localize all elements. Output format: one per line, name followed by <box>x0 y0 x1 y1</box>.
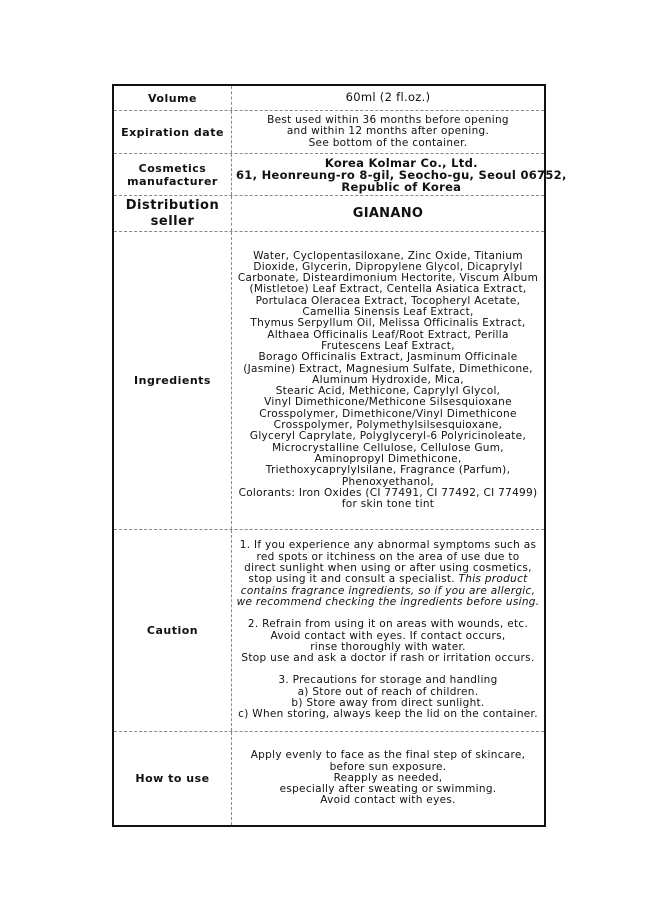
caution-label: Caution <box>114 530 232 731</box>
expiration-line: and within 12 months after opening. <box>286 125 490 138</box>
ingredient-line: Dioxide, Glycerin, Dipropylene Glycol, Dicaprylyl <box>253 260 523 273</box>
how-to-use-value <box>232 732 544 825</box>
caution-line-italic: contains fragrance ingredients, so if you are allergic, <box>240 584 536 597</box>
ingredients-row <box>114 231 544 529</box>
expiration-value <box>232 111 544 153</box>
manufacturer-line: 61, Heonreung-ro 8-gil, Seocho-gu, Seoul 06752, <box>236 167 567 182</box>
caution-line: c) When storing, always keep the lid on the container. <box>238 708 538 721</box>
caution-line: Avoid contact with eyes. If contact occurs, <box>270 629 506 642</box>
manufacturer-line: Korea Kolmar Co., Ltd. <box>324 155 478 170</box>
caution-line: 3. Precautions for storage and handling <box>278 674 498 687</box>
caution-line: Stop use and ask a doctor if rash or irritation occurs. <box>241 652 535 665</box>
distribution-label: Distribution seller <box>114 196 232 231</box>
caution-line: rinse thoroughly with water. <box>310 640 466 653</box>
expiration-row <box>114 110 544 153</box>
how-to-use-label: How to use <box>114 732 232 825</box>
manufacturer-value <box>232 154 571 195</box>
volume-label: Volume <box>114 86 232 110</box>
ingredient-line: Althaea Officinalis Leaf/Root Extract, Perilla <box>267 328 509 341</box>
caution-value <box>232 530 544 731</box>
how-to-use-line: Avoid contact with eyes. <box>320 794 456 807</box>
how-to-use-line: Reapply as needed, <box>333 771 443 784</box>
ingredient-line: Camellia Sinensis Leaf Extract, <box>302 306 474 319</box>
ingredient-line: (Mistletoe) Leaf Extract, Centella Asiatica Extract, <box>249 283 527 296</box>
ingredient-line: Thymus Serpyllum Oil, Melissa Officinalis Extract, <box>250 317 526 330</box>
ingredient-line: Colorants: Iron Oxides (CI 77491, CI 77492, CI 77499) <box>238 486 538 499</box>
caution-line: direct sunlight when using or after using cosmetics, <box>244 562 532 575</box>
caution-row <box>114 529 544 731</box>
ingredient-line: for skin tone tint <box>341 498 435 511</box>
expiration-label: Expiration date <box>114 111 232 153</box>
ingredient-line: (Jasmine) Extract, Magnesium Sulfate, Dimethicone, <box>243 362 533 375</box>
caution-line-mixed: stop using it and consult a specialist. This product <box>248 573 528 586</box>
ingredient-line: Borago Officinalis Extract, Jasminum Officinale <box>258 351 518 364</box>
caution-line-italic: we recommend checking the ingredients before using. <box>236 595 540 608</box>
caution-line: a) Store out of reach of children. <box>297 685 479 698</box>
manufacturer-row <box>114 153 567 195</box>
ingredient-line: Aluminum Hydroxide, Mica, <box>312 373 464 386</box>
ingredients-value <box>232 232 544 529</box>
expiration-line: Best used within 36 months before opening <box>267 114 509 127</box>
ingredient-line: Stearic Acid, Methicone, Caprylyl Glycol, <box>275 385 501 398</box>
how-to-use-line: Apply evenly to face as the final step of skincare, <box>250 749 526 762</box>
ingredient-line: Water, Cyclopentasiloxane, Zinc Oxide, Titanium <box>253 249 523 262</box>
distribution-value: GIANANO <box>352 205 424 221</box>
ingredient-line: Phenoxyethanol, <box>341 475 435 488</box>
volume-row <box>114 86 544 110</box>
ingredient-line: Crosspolymer, Polymethylsilsesquioxane, <box>273 419 503 432</box>
ingredient-line: Glyceryl Caprylate, Polyglyceryl-6 Polyricinoleate, <box>249 430 527 443</box>
how-to-use-line: especially after sweating or swimming. <box>279 783 497 796</box>
ingredient-line: Triethoxycaprylylsilane, Fragrance (Parfum), <box>265 464 511 477</box>
how-to-use-line: before sun exposure. <box>329 760 447 773</box>
caution-line: 1. If you experience any abnormal symptoms such as <box>239 539 537 552</box>
ingredient-line: Crosspolymer, Dimethicone/Vinyl Dimethicone <box>259 407 517 420</box>
distribution-row <box>114 195 544 231</box>
caution-line: 2. Refrain from using it on areas with wounds, etc. <box>247 618 529 631</box>
manufacturer-label: Cosmetics manufacturer <box>114 154 232 195</box>
caution-line: red spots or itchiness on the area of use due to <box>256 550 520 563</box>
how-to-use-row <box>114 731 544 825</box>
ingredient-line: Frutescens Leaf Extract, <box>321 339 455 352</box>
ingredient-line: Aminopropyl Dimethicone, <box>314 452 462 465</box>
ingredient-line: Carbonate, Disteardimonium Hectorite, Viscum Album <box>237 272 539 285</box>
product-info-table <box>112 84 567 827</box>
ingredient-line: Portulaca Oleracea Extract, Tocopheryl Acetate, <box>255 294 521 307</box>
manufacturer-line: Republic of Korea <box>341 179 462 194</box>
volume-value: 60ml (2 fl.oz.) <box>345 90 431 105</box>
ingredient-line: Vinyl Dimethicone/Methicone Silsesquioxane <box>264 396 512 409</box>
ingredient-line: Microcrystalline Cellulose, Cellulose Gum, <box>272 441 504 454</box>
expiration-line: See bottom of the container. <box>308 136 468 149</box>
caution-line: b) Store away from direct sunlight. <box>291 696 485 709</box>
ingredients-label: Ingredients <box>114 232 232 529</box>
